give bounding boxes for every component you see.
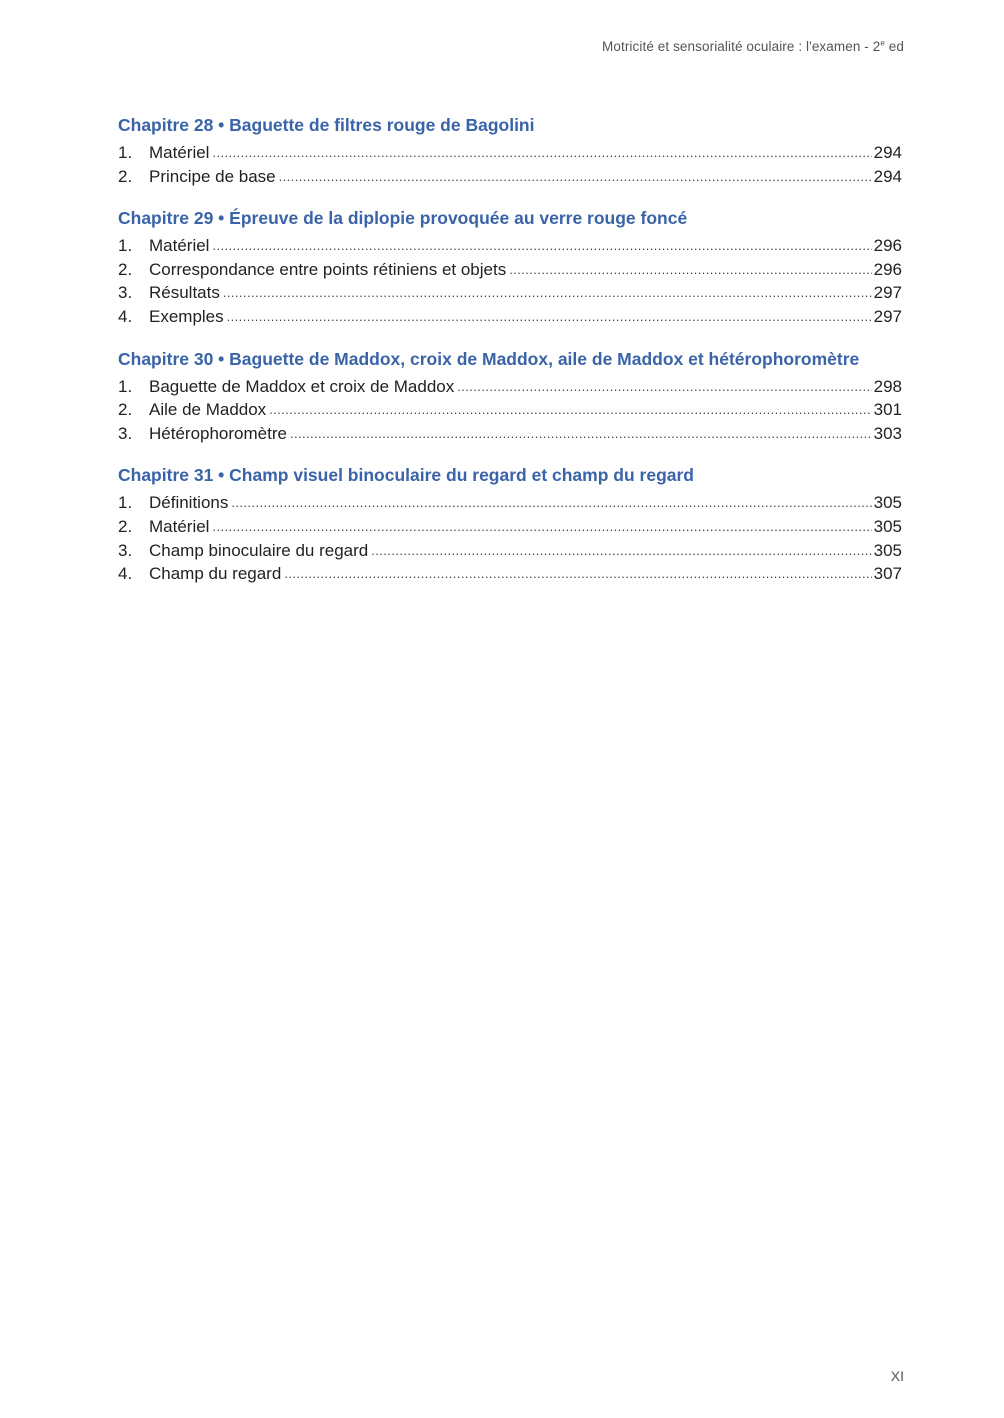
toc-entry[interactable] — [118, 259, 902, 283]
dot-leader — [231, 492, 871, 515]
dot-leader — [227, 306, 872, 329]
entry-number: 2. — [118, 259, 133, 279]
toc-entry[interactable] — [118, 306, 902, 330]
toc-entry[interactable] — [118, 492, 902, 516]
toc-entry[interactable] — [118, 142, 902, 166]
dot-leader — [457, 376, 871, 399]
dot-leader — [371, 540, 871, 563]
entry-number: 1. — [118, 143, 133, 162]
chapter-31 — [118, 464, 902, 586]
dot-leader — [223, 282, 872, 305]
entry-page-number: 297 — [873, 306, 902, 326]
running-header-text: Motricité et sensorialité oculaire : l'examen - 2 — [602, 39, 881, 54]
dot-leader — [290, 423, 872, 446]
dot-leader — [284, 563, 871, 586]
chapter-title[interactable]: Chapitre 30 • Baguette de Maddox, croix de Maddox, aile de Maddox et hétérophoromètre — [118, 348, 860, 369]
toc-entry[interactable] — [118, 235, 902, 259]
toc-entry[interactable] — [118, 399, 902, 423]
entry-label: Champ du regard — [149, 564, 282, 584]
toc-entry[interactable] — [118, 376, 902, 400]
entry-label: Définitions — [149, 493, 229, 513]
entry-label: Correspondance entre points rétiniens et objets — [149, 259, 507, 279]
entry-number: 3. — [118, 283, 133, 303]
entry-page-number: 294 — [873, 143, 902, 162]
entry-page-number: 307 — [873, 564, 902, 584]
chapter-30 — [118, 348, 902, 447]
dot-leader — [212, 235, 871, 258]
entry-number: 2. — [118, 400, 133, 420]
entry-number: 2. — [118, 166, 133, 186]
entry-number: 3. — [118, 540, 133, 560]
entry-label: Matériel — [149, 143, 210, 162]
entry-number: 2. — [118, 516, 133, 536]
entry-label: Hétérophoromètre — [149, 423, 287, 443]
entry-label: Résultats — [149, 283, 220, 303]
entry-page-number: 301 — [873, 400, 902, 420]
entry-label: Matériel — [149, 236, 210, 256]
toc-entry[interactable] — [118, 563, 902, 587]
table-of-contents — [118, 114, 902, 605]
entry-label: Exemples — [149, 306, 224, 326]
toc-entry[interactable] — [118, 282, 902, 306]
chapter-28 — [118, 114, 902, 189]
entry-page-number: 294 — [873, 166, 902, 186]
dot-leader — [212, 516, 871, 539]
toc-entry[interactable] — [118, 166, 902, 190]
toc-entry[interactable] — [118, 423, 902, 447]
chapter-title[interactable]: Chapitre 31 • Champ visuel binoculaire du regard et champ du regard — [118, 465, 694, 486]
entry-page-number: 303 — [873, 423, 902, 443]
entry-page-number: 296 — [873, 259, 902, 279]
entry-label: Aile de Maddox — [149, 400, 267, 420]
entry-label: Champ binoculaire du regard — [149, 540, 369, 560]
dot-leader — [509, 259, 871, 282]
entry-page-number: 305 — [873, 540, 902, 560]
entry-number: 4. — [118, 564, 133, 584]
running-header — [602, 39, 904, 54]
entry-page-number: 296 — [873, 236, 902, 256]
entry-label: Baguette de Maddox et croix de Maddox — [149, 376, 455, 396]
entry-page-number: 297 — [873, 283, 902, 303]
toc-entry[interactable] — [118, 516, 902, 540]
toc-entry[interactable] — [118, 540, 902, 564]
dot-leader — [279, 166, 872, 189]
chapter-title[interactable]: Chapitre 28 • Baguette de filtres rouge de Bagolini — [118, 115, 535, 135]
entry-label: Matériel — [149, 516, 210, 536]
entry-number: 3. — [118, 423, 133, 443]
entry-number: 1. — [118, 376, 133, 396]
running-header-superscript: e — [880, 38, 885, 48]
chapter-title[interactable]: Chapitre 29 • Épreuve de la diplopie provoquée au verre rouge foncé — [118, 208, 688, 229]
dot-leader — [212, 142, 871, 165]
page-folio: XI — [890, 1368, 904, 1384]
dot-leader — [269, 399, 871, 422]
entry-page-number: 298 — [873, 376, 902, 396]
entry-number: 1. — [118, 493, 133, 513]
running-header-suffix: ed — [884, 39, 904, 54]
entry-page-number: 305 — [873, 516, 902, 536]
chapter-29 — [118, 207, 902, 329]
entry-number: 4. — [118, 306, 133, 326]
entry-page-number: 305 — [873, 493, 902, 513]
entry-number: 1. — [118, 236, 133, 256]
entry-label: Principe de base — [149, 166, 276, 186]
